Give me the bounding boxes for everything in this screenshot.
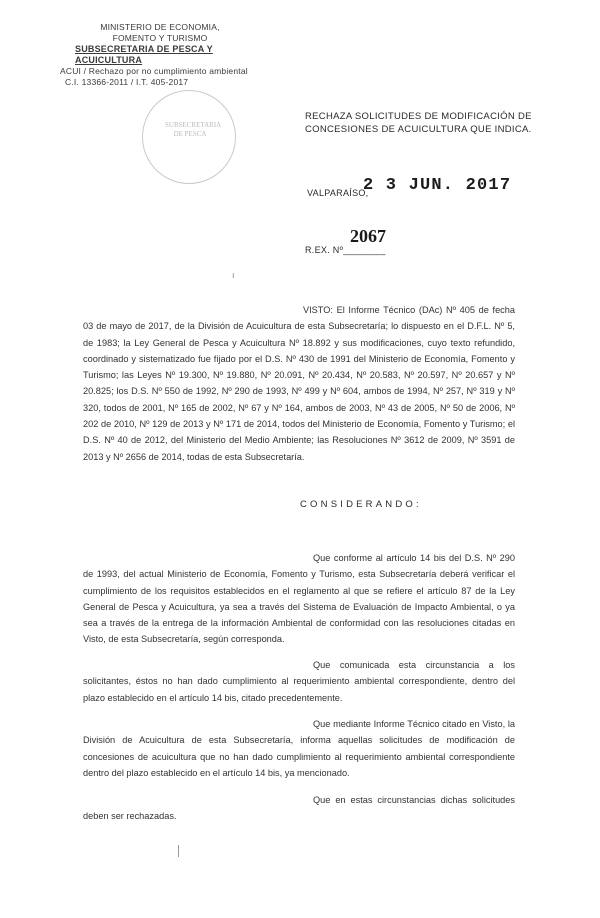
visto-text: VISTO: El Informe Técnico (DAc) Nº 405 de fecha 03 de mayo de 2017, de la División de Acuicultura de esta Subsecretaría; lo dispuesto en el D.F.L. Nº 5, de 1983; la Ley General de Pesca y Acuicultura Nº 18.892 y sus modificaciones, cuyo texto refundido, coordinado y sistematizado fue fijado por el D.S. Nº 430 de 1991 del Ministerio de Economía, Fomento y Turismo; las Leyes Nº 19.300, Nº 19.880, Nº 20.091, Nº 20.434, Nº 20.583, Nº 20.597, Nº 20.657 y Nº 20.825; los D.S. Nº 550 de 1992, Nº 290 de 1993, Nº 499 y Nº 604, ambos de 1994, Nº 257, Nº 319 y Nº 320, todos de 2001, Nº 165 de 2002, Nº 67 y Nº 164, ambos de 2003, Nº 43 de 2005, Nº 50 de 2006, Nº 202 de 2010, Nº 129 de 2013 y Nº 171 de 2014, todos del Ministerio de Economía, Fomento y Turismo; el D.S. Nº 40 de 2012, del Ministerio del Medio Ambiente; las Resoluciones Nº 3612 de 2009, Nº 3591 de 2013 y Nº 2656 de 2014, todas de esta Subsecretaría. <box>83 305 515 462</box>
considerando-paragraph-2 <box>83 657 515 706</box>
considerando-heading: CONSIDERANDO: <box>300 499 422 510</box>
stamp-text: SUBSECRETARIA DE PESCA <box>165 121 222 138</box>
margin-mark: ı <box>232 270 235 280</box>
date-stamp: 2 3 JUN. 2017 <box>363 176 512 195</box>
considerando-text-4: Que en estas circunstancias dichas solicitudes deben ser rechazadas. <box>83 795 515 822</box>
considerando-text-3: Que mediante Informe Técnico citado en Visto, la División de Acuicultura de esta Subsecretaría, informa aquellas solicitudes de modificación de concesiones de acuicultura que no han dado cumplimiento al requerimiento ambiental correspondiente dentro del plazo establecido en el artículo 14 bis, ya mencionado. <box>83 719 515 778</box>
reference-line: ACUI / Rechazo por no cumplimiento ambiental <box>60 66 248 76</box>
page-tick-mark <box>178 845 179 857</box>
resolution-number: 2067 <box>350 226 386 246</box>
ministry-name: MINISTERIO DE ECONOMIA, <box>100 22 220 32</box>
place-label: VALPARAÍSO, <box>307 188 369 198</box>
considerando-paragraph-1 <box>83 550 515 648</box>
considerando-paragraph-3 <box>83 716 515 781</box>
considerando-text-1: Que conforme al artículo 14 bis del D.S. Nº 290 de 1993, del actual Ministerio de Economía, Fomento y Turismo, esta Subsecretaría deberá verificar el cumplimiento de los requisitos establecidos en el reglamento al que se refiere el artículo 87 de la Ley General de Pesca y Acuicultura, ya sea a través del Sistema de Evaluación de Impacto Ambiental, o ya sea a través de la entrega de la información Ambiental de conformidad con las resoluciones citadas en Visto, de esta Subsecretaría, según corresponda. <box>83 553 515 645</box>
considerando-paragraph-4 <box>83 792 515 825</box>
case-number: C.I. 13366-2011 / I.T. 405-2017 <box>65 77 189 87</box>
resolution-label: R.EX. Nº________ <box>305 245 386 255</box>
visto-paragraph <box>83 302 515 465</box>
considerando-text-2: Que comunicada esta circunstancia a los solicitantes, éstos no han dado cumplimiento al requerimiento ambiental correspondiente, dentro del plazo establecido en el artículo 14 bis, citado precedentemente. <box>83 660 515 703</box>
subsecretaria-name: SUBSECRETARIA DE PESCA Y ACUICULTURA <box>75 44 213 65</box>
document-title: RECHAZA SOLICITUDES DE MODIFICACIÓN DE CONCESIONES DE ACUICULTURA QUE INDICA. <box>305 111 532 135</box>
official-stamp <box>142 90 236 184</box>
ministry-subtitle: FOMENTO Y TURISMO <box>112 33 208 43</box>
ministry-header <box>60 22 270 88</box>
